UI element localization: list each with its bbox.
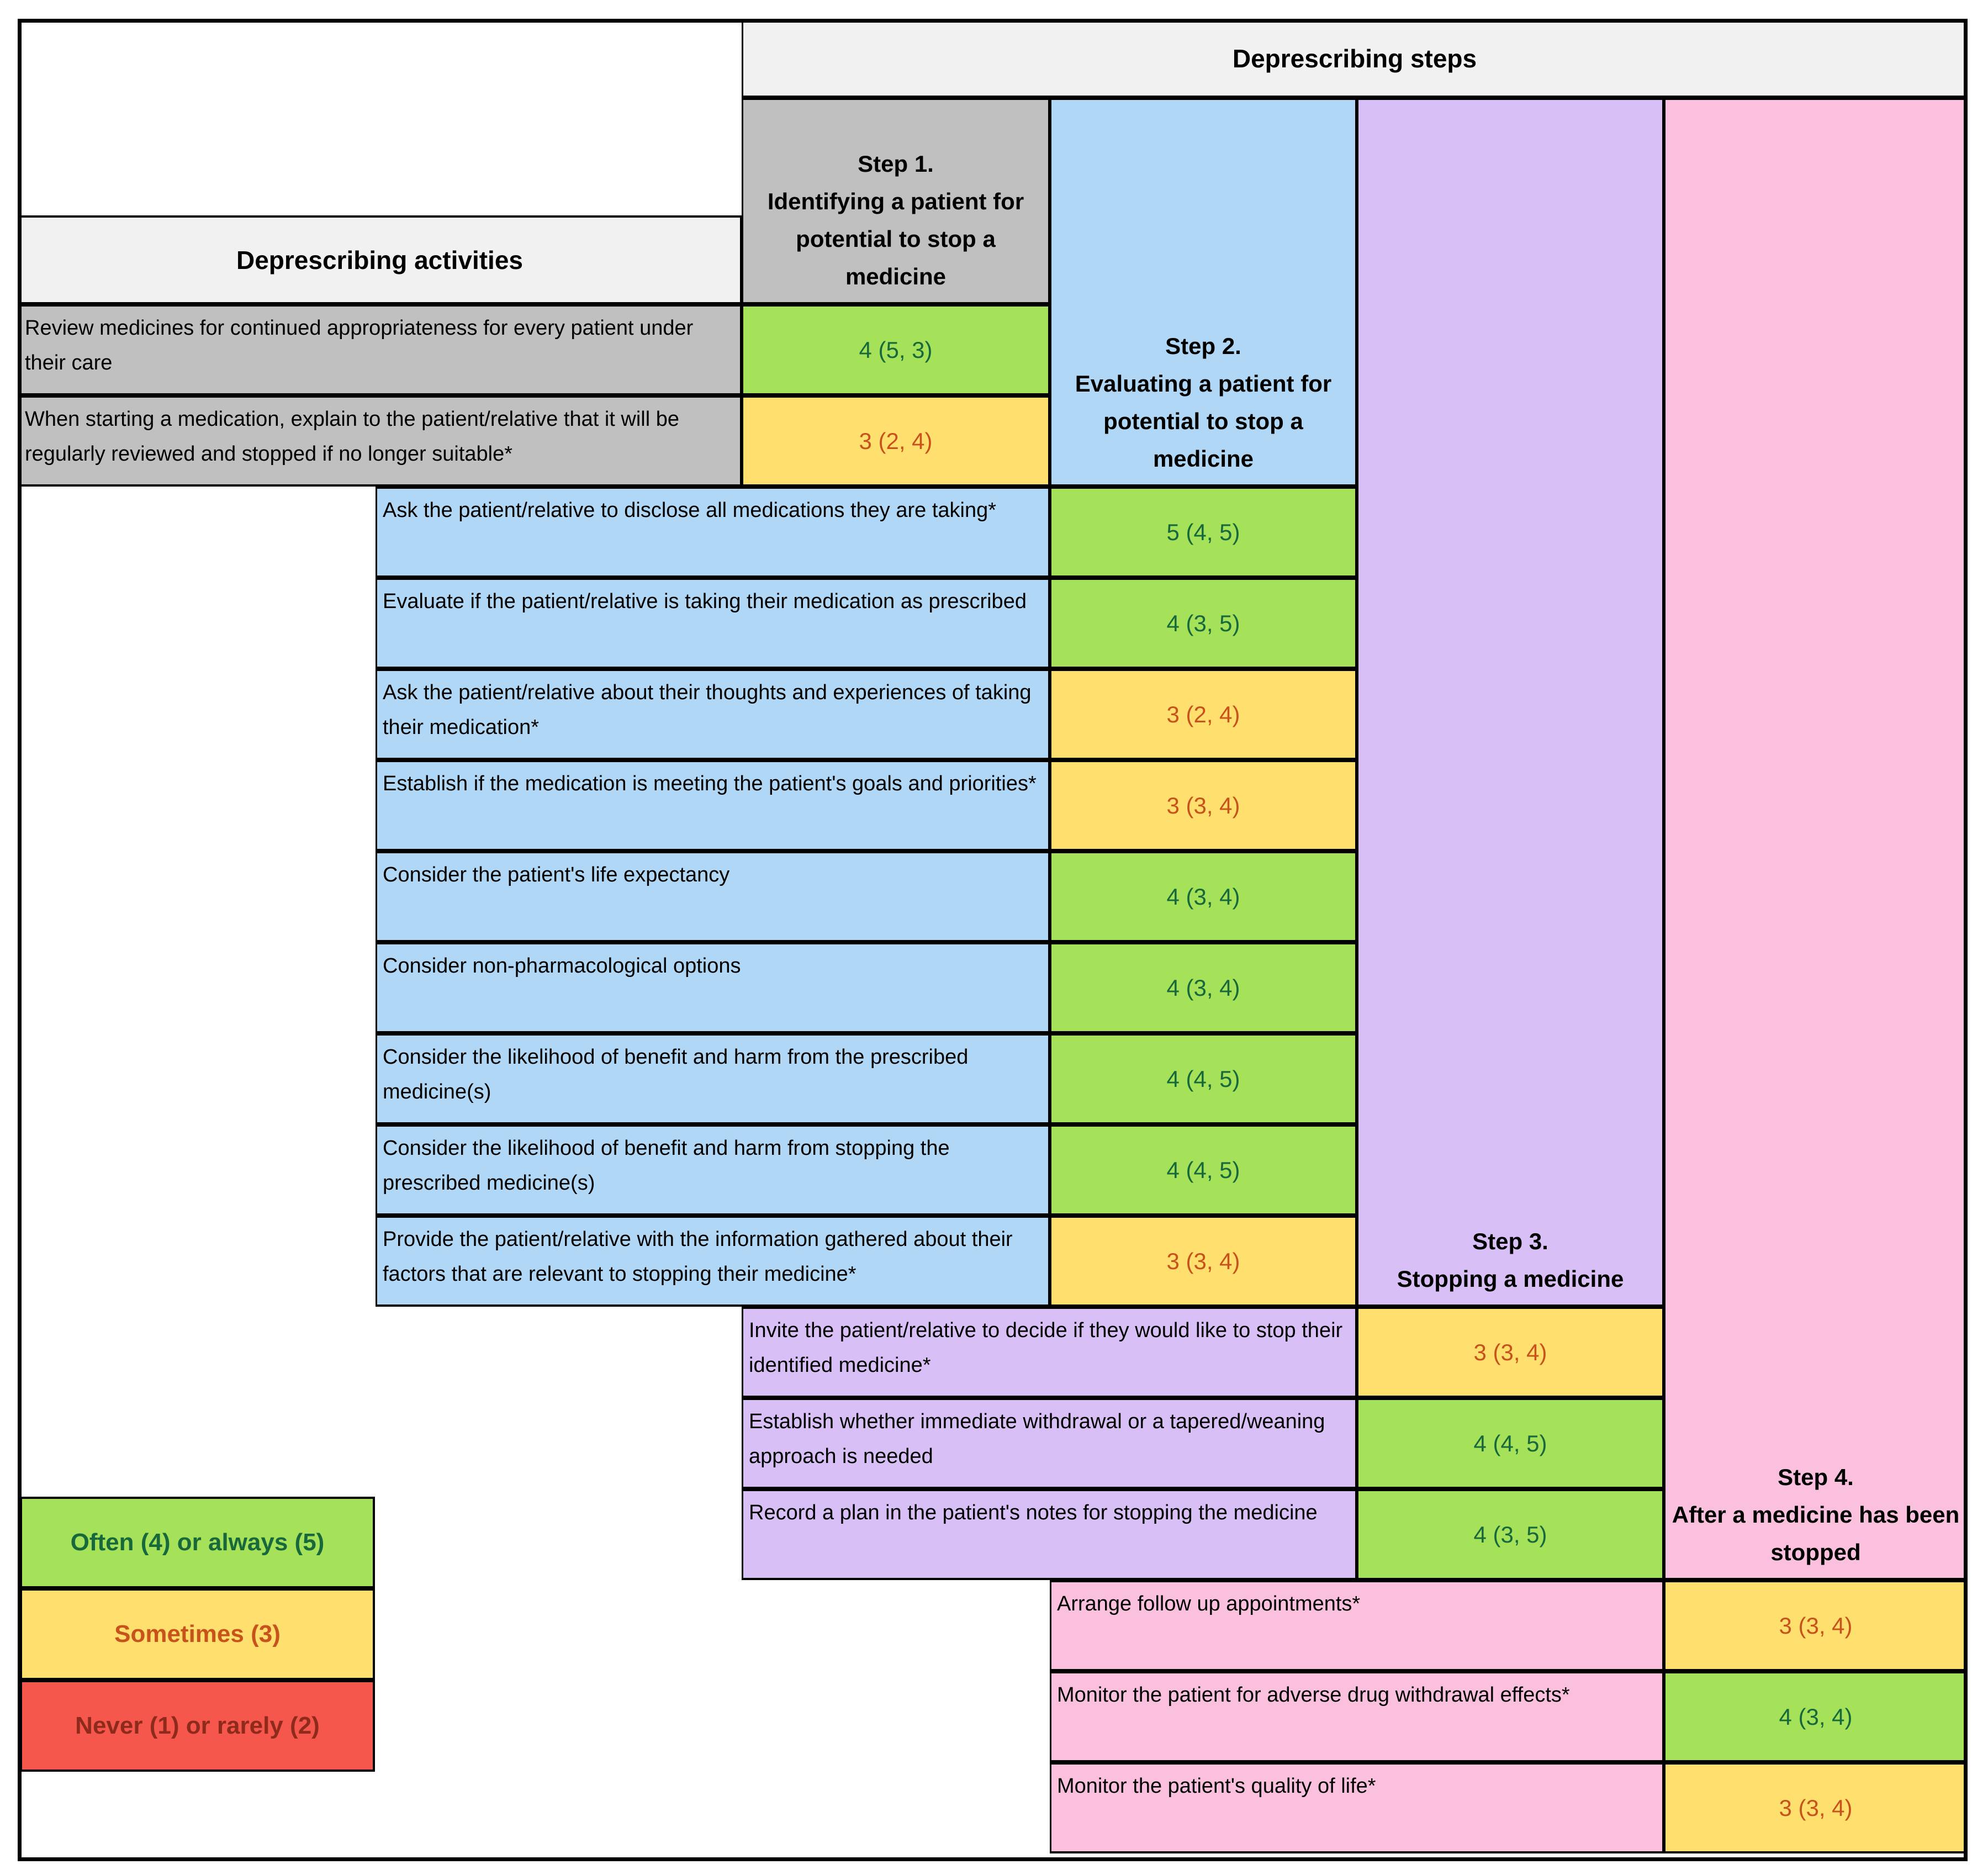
rating-cell: 4 (4, 5) bbox=[1357, 1398, 1664, 1489]
activity-label: Invite the patient/relative to decide if they would like to stop their identified medicine* bbox=[742, 1307, 1357, 1398]
rating-cell: 4 (3, 5) bbox=[1050, 578, 1357, 669]
activity-row bbox=[18, 1398, 1968, 1489]
rating-cell: 4 (4, 5) bbox=[1050, 1033, 1357, 1124]
deprescribing-activities-header: Deprescribing activities bbox=[18, 215, 742, 304]
activity-label: Consider the likelihood of benefit and harm from stopping the prescribed medicine(s) bbox=[376, 1124, 1050, 1216]
rating-cell: 5 (4, 5) bbox=[1050, 487, 1357, 578]
activity-label: When starting a medication, explain to the patient/relative that it will be regularly reviewed and stopped if no longer suitable* bbox=[18, 395, 742, 487]
activity-row bbox=[18, 760, 1968, 851]
legend-item-never-rarely: Never (1) or rarely (2) bbox=[20, 1680, 375, 1772]
step2-desc: Evaluating a patient for potential to stop a medicine bbox=[1075, 371, 1332, 472]
rating-cell: 4 (4, 5) bbox=[1050, 1124, 1357, 1216]
rating-cell: 4 (3, 4) bbox=[1050, 851, 1357, 942]
activity-label: Consider non-pharmacological options bbox=[376, 942, 1050, 1033]
activity-label: Arrange follow up appointments* bbox=[1050, 1580, 1664, 1671]
step3-title: Step 3. bbox=[1472, 1228, 1548, 1254]
activity-label: Evaluate if the patient/relative is taking their medication as prescribed bbox=[376, 578, 1050, 669]
rating-cell: 3 (2, 4) bbox=[742, 395, 1050, 487]
rating-cell: 4 (5, 3) bbox=[742, 304, 1050, 395]
rating-cell: 4 (3, 5) bbox=[1357, 1489, 1664, 1580]
activity-label: Consider the patient's life expectancy bbox=[376, 851, 1050, 942]
step4-desc: After a medicine has been stopped bbox=[1672, 1502, 1960, 1565]
activity-row bbox=[18, 942, 1968, 1033]
rating-cell: 3 (3, 4) bbox=[1357, 1307, 1664, 1398]
activity-row bbox=[18, 304, 1968, 395]
activity-label: Establish if the medication is meeting the patient's goals and priorities* bbox=[376, 760, 1050, 851]
activity-label: Consider the likelihood of benefit and harm from the prescribed medicine(s) bbox=[376, 1033, 1050, 1124]
rating-cell: 3 (2, 4) bbox=[1050, 669, 1357, 760]
rating-cell: 3 (3, 4) bbox=[1664, 1580, 1968, 1671]
deprescribing-matrix bbox=[18, 19, 1968, 1861]
step3-desc: Stopping a medicine bbox=[1397, 1266, 1624, 1292]
legend-item-often-always: Often (4) or always (5) bbox=[20, 1497, 375, 1588]
activity-row bbox=[18, 669, 1968, 760]
activity-row bbox=[18, 1216, 1968, 1307]
step4-title: Step 4. bbox=[1778, 1464, 1854, 1490]
legend-item-sometimes: Sometimes (3) bbox=[20, 1588, 375, 1680]
activity-label: Review medicines for continued appropriateness for every patient under their care bbox=[18, 304, 742, 395]
activity-row bbox=[18, 1762, 1968, 1853]
rating-cell: 3 (3, 4) bbox=[1664, 1762, 1968, 1853]
rating-cell: 4 (3, 4) bbox=[1664, 1671, 1968, 1762]
activity-row bbox=[18, 1033, 1968, 1124]
activity-label: Monitor the patient's quality of life* bbox=[1050, 1762, 1664, 1853]
step2-title: Step 2. bbox=[1165, 333, 1241, 359]
step1-desc: Identifying a patient for potential to stop a medicine bbox=[767, 188, 1024, 289]
activity-label: Establish whether immediate withdrawal or a tapered/weaning approach is needed bbox=[742, 1398, 1357, 1489]
step1-column-header bbox=[742, 98, 1050, 304]
rating-cell: 3 (3, 4) bbox=[1050, 760, 1357, 851]
rating-cell: 3 (3, 4) bbox=[1050, 1216, 1357, 1307]
activity-row bbox=[18, 578, 1968, 669]
activity-label: Ask the patient/relative to disclose all medications they are taking* bbox=[376, 487, 1050, 578]
activity-row bbox=[18, 487, 1968, 578]
activity-row bbox=[18, 851, 1968, 942]
activity-label: Monitor the patient for adverse drug withdrawal effects* bbox=[1050, 1671, 1664, 1762]
step1-title: Step 1. bbox=[858, 151, 934, 177]
activity-row bbox=[18, 395, 1968, 487]
activity-row bbox=[18, 1307, 1968, 1398]
activity-row bbox=[18, 1124, 1968, 1216]
deprescribing-steps-banner: Deprescribing steps bbox=[742, 19, 1968, 98]
rating-cell: 4 (3, 4) bbox=[1050, 942, 1357, 1033]
activity-label: Record a plan in the patient's notes for stopping the medicine bbox=[742, 1489, 1357, 1580]
activity-label: Provide the patient/relative with the information gathered about their factors that are relevant to stopping their medicine* bbox=[376, 1216, 1050, 1307]
activity-label: Ask the patient/relative about their thoughts and experiences of taking their medication* bbox=[376, 669, 1050, 760]
